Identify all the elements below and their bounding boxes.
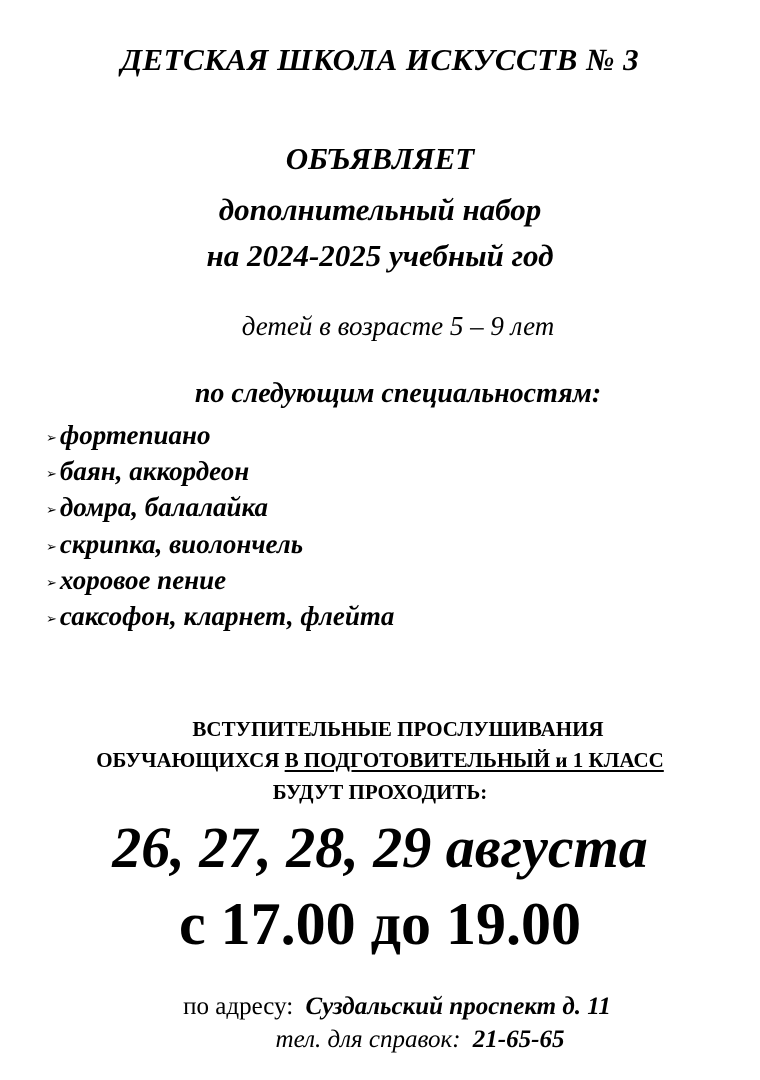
arrowhead-bullet-icon: ➢: [46, 466, 57, 481]
list-item: [46, 422, 211, 449]
arrowhead-bullet-icon: ➢: [46, 539, 57, 554]
phone-line: [40, 1027, 760, 1052]
announce-subtitle: дополнительный набор: [218, 192, 542, 227]
age-range: детей в возрасте 5 – 9 лет: [241, 311, 555, 341]
auditions-prefix: ОБУЧАЮЩИХСЯ: [96, 748, 285, 772]
address-value: Суздальский проспект д. 11: [305, 993, 611, 1020]
list-item: [46, 494, 268, 521]
address-label: по адресу:: [183, 993, 294, 1020]
auditions-class-levels: В ПОДГОТОВИТЕЛЬНЫЙ и 1 КЛАСС: [284, 748, 664, 772]
school-title: ДЕТСКАЯ ШКОЛА ИСКУССТВ № 3: [120, 42, 640, 77]
specialties-heading: по следующим специальностям:: [194, 378, 602, 409]
specialty-label: фортепиано: [59, 420, 211, 450]
specialty-label: домра, балалайка: [59, 492, 268, 522]
auditions-classes: [0, 750, 760, 771]
audition-time: с 17.00 до 19.00: [179, 891, 581, 957]
specialty-label: саксофон, кларнет, флейта: [59, 601, 395, 631]
phone-number: 21-65-65: [472, 1026, 565, 1053]
list-item: [46, 603, 394, 630]
arrowhead-bullet-icon: ➢: [46, 502, 57, 517]
specialty-label: баян, аккордеон: [59, 456, 250, 486]
academic-year: на 2024-2025 учебный год: [206, 238, 554, 273]
arrowhead-bullet-icon: ➢: [46, 611, 57, 626]
specialty-label: скрипка, виолончель: [59, 529, 304, 559]
list-item: [46, 531, 303, 558]
arrowhead-bullet-icon: ➢: [46, 430, 57, 445]
address-line: [17, 994, 760, 1019]
list-item: [46, 567, 226, 594]
specialty-label: хоровое пение: [59, 565, 227, 595]
auditions-heading: ВСТУПИТЕЛЬНЫЕ ПРОСЛУШИВАНИЯ: [192, 717, 604, 741]
audition-dates: 26, 27, 28, 29 августа: [112, 815, 648, 880]
phone-label: тел. для справок:: [275, 1026, 461, 1053]
announce-heading: ОБЪЯВЛЯЕТ: [285, 141, 475, 176]
arrowhead-bullet-icon: ➢: [46, 575, 57, 590]
list-item: [46, 458, 249, 485]
auditions-will-be: БУДУТ ПРОХОДИТЬ:: [272, 780, 488, 804]
